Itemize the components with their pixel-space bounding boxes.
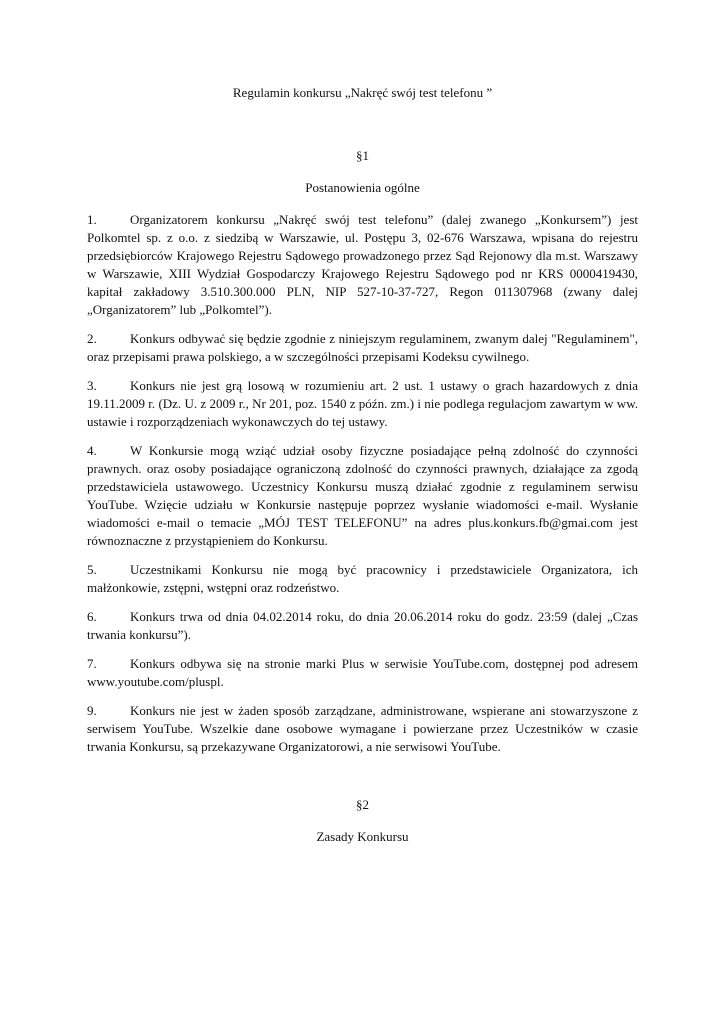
paragraph-text: Konkurs nie jest w żaden sposób zarządzane, administrowane, wspierane ani stowarzyszone z serwisem YouTube. Wszelkie dane osobowe wymagane i powierzane przez Uczestników w czasie trwania Konkursu, są przekazywane Organizatorowi, a nie serwisowi YouTube. — [87, 703, 638, 754]
paragraph-text: Konkurs odbywać się będzie zgodnie z niniejszym regulaminem, zwanym dalej "Regulaminem", oraz przepisami prawa polskiego, a w szczególności przepisami Kodeksu cywilnego. — [87, 331, 638, 364]
paragraph-2 — [87, 330, 638, 366]
paragraph-text: Konkurs odbywa się na stronie marki Plus w serwisie YouTube.com, dostępnej pod adresem www.youtube.com/pluspl. — [87, 656, 638, 689]
paragraph-number: 9. — [87, 703, 97, 718]
paragraph-3 — [87, 377, 638, 431]
paragraph-text: Konkurs trwa od dnia 04.02.2014 roku, do dnia 20.06.2014 roku do godz. 23:59 (dalej „Czas trwania konkursu”). — [87, 609, 638, 642]
paragraph-text: Organizatorem konkursu „Nakręć swój test telefonu” (dalej zwanego „Konkursem”) jest Polkomtel sp. z o.o. z siedzibą w Warszawie, ul. Postępu 3, 02-676 Warszawa, wpisana do rejestru przedsiębiorców Krajowego Rejestru Sądowego prowadzonego przez Sąd Rejonowy dla m.st. Warszawy w Warszawie, XIII Wydział Gospodarczy Krajowego Rejestru Sądowego pod nr KRS 0000419430, kapitał zakładowy 3.510.300.000 PLN, NIP 527-10-37-727, Regon 011307968 (zwany dalej „Organizatorem” lub „Polkomtel”). — [87, 212, 638, 317]
paragraph-4 — [87, 442, 638, 550]
section-2-symbol: §2 — [356, 797, 369, 812]
paragraph-number: 7. — [87, 656, 97, 671]
section-1-heading: Postanowienia ogólne — [305, 180, 420, 195]
paragraph-number: 5. — [87, 562, 97, 577]
paragraph-text: Uczestnikami Konkursu nie mogą być pracownicy i przedstawiciele Organizatora, ich małżonkowie, zstępni, wstępni oraz rodzeństwo. — [87, 562, 638, 595]
paragraph-number: 4. — [87, 443, 97, 458]
paragraph-number: 1. — [87, 212, 97, 227]
paragraph-9 — [87, 702, 638, 756]
section-1-symbol: §1 — [356, 148, 369, 163]
paragraph-7 — [87, 655, 638, 691]
paragraph-1 — [87, 211, 638, 319]
paragraph-5 — [87, 561, 638, 597]
document-title: Regulamin konkursu „Nakręć swój test telefonu ” — [232, 85, 493, 100]
section-2-heading: Zasady Konkursu — [316, 829, 409, 844]
paragraph-text: Konkurs nie jest grą losową w rozumieniu art. 2 ust. 1 ustawy o grach hazardowych z dnia 19.11.2009 r. (Dz. U. z 2009 r., Nr 201, poz. 1540 z późn. zm.) i nie podlega regulacjom zawartym w ww. ustawie i rozporządzeniach wykonawczych do tej ustawy. — [87, 378, 638, 429]
paragraph-text: W Konkursie mogą wziąć udział osoby fizyczne posiadające pełną zdolność do czynności prawnych. oraz osoby posiadające ograniczoną zdolność do czynności prawnych, działające za zgodą przedstawiciela ustawowego. Uczestnicy Konkursu muszą działać zgodnie z regulaminem serwisu YouTube. Wzięcie udziału w Konkursie następuje poprzez wysłanie wiadomości e-mail. Wysłanie wiadomości e-mail o temacie „MÓJ TEST TELEFONU” na adres plus.konkurs.fb@gmai.com jest równoznaczne z przystąpieniem do Konkursu. — [87, 443, 638, 548]
section-1-body — [87, 211, 638, 756]
paragraph-number: 2. — [87, 331, 97, 346]
paragraph-number: 3. — [87, 378, 97, 393]
paragraph-6 — [87, 608, 638, 644]
paragraph-number: 6. — [87, 609, 97, 624]
